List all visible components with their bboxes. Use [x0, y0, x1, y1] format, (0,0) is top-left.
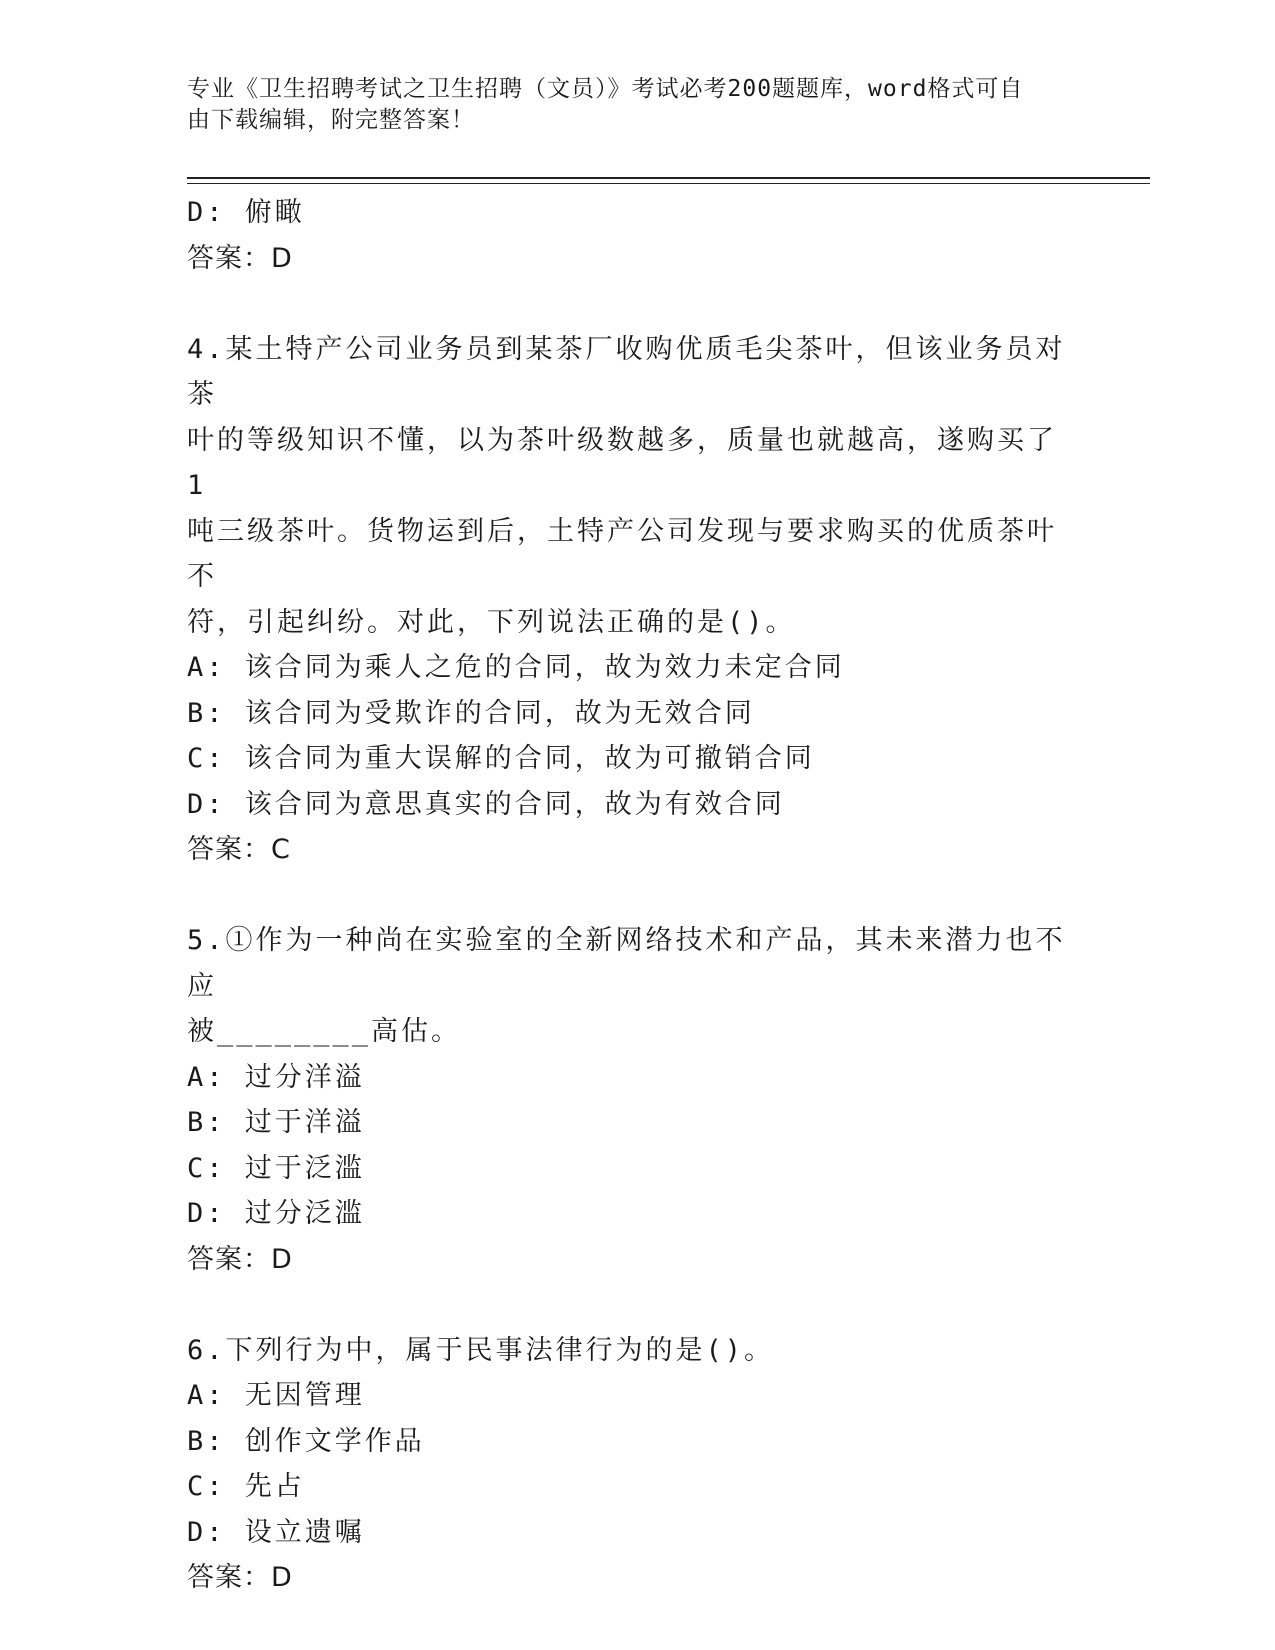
- answer-line: 答案：D: [187, 242, 293, 274]
- question-6: [187, 1328, 1067, 1601]
- option-d: D: 该合同为意思真实的合同，故为有效合同: [187, 788, 785, 820]
- question-4: [187, 327, 1067, 873]
- option-b: B: 创作文学作品: [187, 1425, 425, 1457]
- answer-line: 答案：D: [187, 1562, 293, 1593]
- question-text-line: 5.①作为一种尚在实验室的全新网络技术和产品，其未来潜力也不应: [187, 925, 1066, 1002]
- option-a: A: 过分洋溢: [187, 1061, 365, 1093]
- option-d: D: 俯瞰: [187, 197, 305, 228]
- question-text-line: 叶的等级知识不懂，以为茶叶级数越多，质量也就越高，遂购买了1: [187, 424, 1057, 501]
- question-text-line: 被________高估。: [187, 1016, 462, 1047]
- question-text-line: 吨三级茶叶。货物运到后，土特产公司发现与要求购买的优质茶叶不: [187, 515, 1057, 592]
- spacer: [187, 1282, 1067, 1328]
- option-c: C: 过于泛滥: [187, 1152, 365, 1184]
- option-d: D: 设立遗嘱: [187, 1516, 365, 1548]
- previous-question-tail: [187, 190, 1067, 281]
- document-header: [187, 74, 1067, 136]
- answer-line: 答案：D: [187, 1243, 293, 1275]
- question-text-line: 6.下列行为中，属于民事法律行为的是()。: [187, 1334, 775, 1366]
- option-b: B: 过于洋溢: [187, 1107, 365, 1138]
- answer-line: 答案：C: [187, 834, 291, 865]
- question-text-line: 符，引起纠纷。对此，下列说法正确的是()。: [187, 606, 796, 638]
- header-line-2: 由下载编辑，附完整答案！: [187, 107, 475, 133]
- question-text-line: 4.某土特产公司业务员到某茶厂收购优质毛尖茶叶，但该业务员对茶: [187, 333, 1066, 410]
- header-divider-thick: [187, 177, 1150, 179]
- option-d: D: 过分泛滥: [187, 1198, 365, 1229]
- document-body: [187, 190, 1067, 1601]
- option-b: B: 该合同为受欺诈的合同，故为无效合同: [187, 697, 755, 729]
- option-a: A: 无因管理: [187, 1380, 365, 1411]
- option-a: A: 该合同为乘人之危的合同，故为效力未定合同: [187, 652, 845, 683]
- option-c: C: 该合同为重大误解的合同，故为可撤销合同: [187, 743, 815, 774]
- spacer: [187, 873, 1067, 919]
- header-line-1: 专业《卫生招聘考试之卫生招聘（文员）》考试必考200题题库，word格式可自: [187, 76, 1024, 102]
- header-divider-thin: [187, 183, 1150, 184]
- question-5: [187, 918, 1067, 1282]
- option-c: C: 先占: [187, 1471, 305, 1502]
- spacer: [187, 281, 1067, 327]
